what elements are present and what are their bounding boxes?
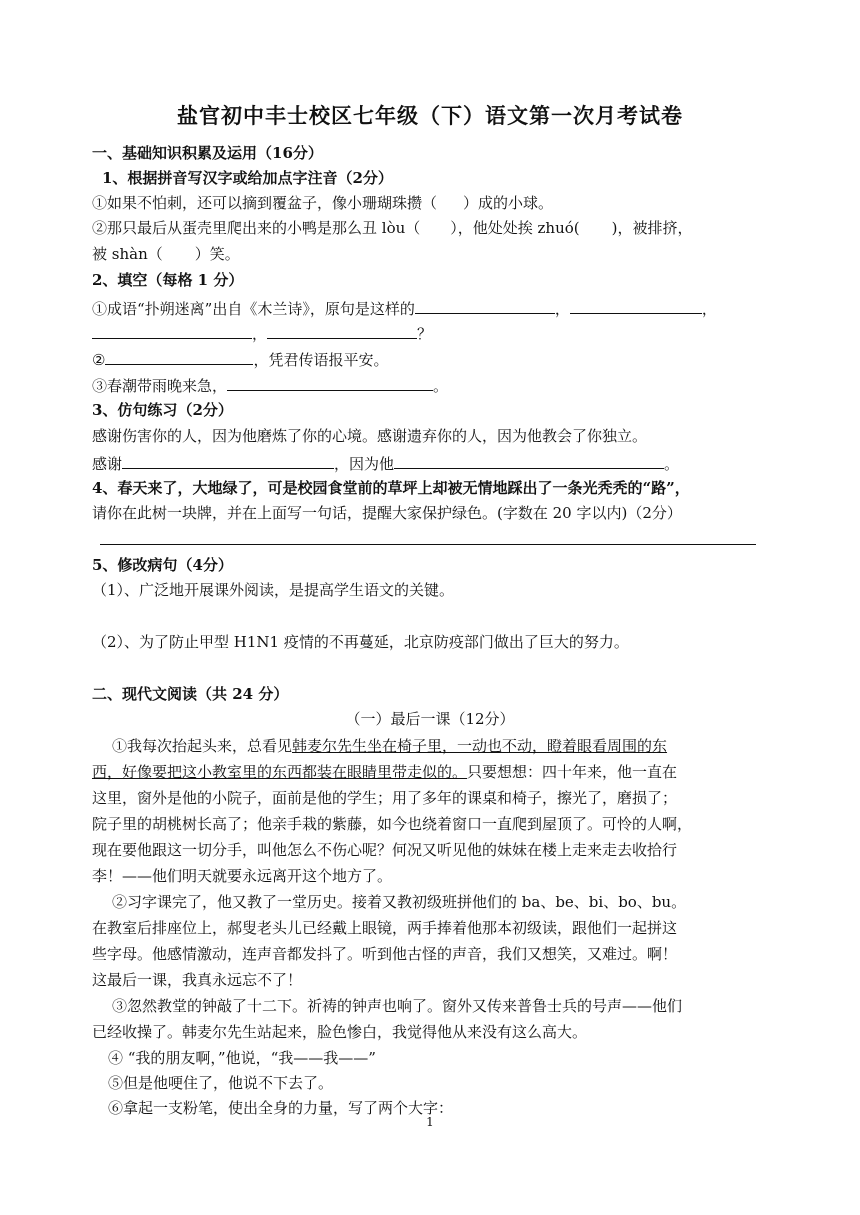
- q2-blank-3[interactable]: [92, 322, 252, 339]
- q2-item1-line2: [92, 322, 432, 344]
- q1-item2-post: )，被排挤，: [611, 219, 693, 237]
- passage-p1-line4: 院子里的胡桃树长高了；他亲手栽的紫藤，如今也绕着窗口一直爬到屋顶了。可怜的人啊，: [92, 815, 693, 833]
- exam-title: 盐官初中丰士校区七年级（下）语文第一次月考试卷: [177, 103, 683, 128]
- q3-blank-2[interactable]: [394, 452, 664, 469]
- q1-item1: [92, 193, 553, 213]
- q4-answer-line[interactable]: [100, 544, 756, 545]
- q1-item1-post: ）成的小球。: [463, 194, 554, 212]
- passage-p1-line1: [112, 736, 667, 756]
- q4-line1: 4、春天来了，大地绿了，可是校园食堂前的草坪上却被无情地踩出了一条光秃秃的“路”，: [92, 479, 690, 497]
- passage-p1-underlined-1: 韩麦尔先生坐在椅子里，一动也不动，瞪着眼看周围的东: [292, 737, 668, 755]
- q2-item3: [92, 374, 448, 396]
- q2-item2-post: ，凭君传语报平安。: [253, 351, 389, 369]
- q2-blank-4[interactable]: [267, 322, 417, 339]
- q3-fill: [92, 452, 679, 474]
- q1-item2: [92, 218, 693, 238]
- q5-label: 5、修改病句（4分）: [92, 556, 233, 574]
- q2-label: 2、填空（每格 1 分）: [92, 271, 244, 289]
- q2-item1-end: ，: [701, 300, 717, 318]
- q1-item1-pre: ①如果不怕刺，还可以摘到覆盆子，像小珊瑚珠攒（: [92, 194, 438, 212]
- q2-item2-pre: ②: [92, 351, 106, 369]
- q1-item2-pre: ②那只最后从蛋壳里爬出来的小鸭是那么丑 lòu（: [92, 219, 421, 237]
- q2-item1-line2-sep: ，: [252, 325, 268, 343]
- q4-line2: 请你在此树一块牌，并在上面写一句话，提醒大家保护绿色。(字数在 20 字以内)（2分）: [92, 504, 682, 522]
- passage-p5: ⑤但是他哽住了，他说不下去了。: [108, 1074, 334, 1092]
- q2-item3-pre: ③春潮带雨晚来急，: [92, 377, 228, 395]
- q3-example: 感谢伤害你的人，因为他磨炼了你的心境。感谢遗弃你的人，因为他教会了你独立。: [92, 427, 648, 445]
- reading-subheading: （一）最后一课（12分）: [345, 710, 515, 728]
- q2-blank-6[interactable]: [227, 374, 433, 391]
- passage-p1-line2-text: 只要想想：四十年来，他一直在: [467, 763, 678, 781]
- section1-heading: 一、基础知识积累及运用（16分）: [92, 144, 323, 162]
- q1-item2-line2: [92, 244, 240, 264]
- passage-p1-line6: 李！——他们明天就要永远离开这个地方了。: [92, 867, 393, 885]
- q1-item2-mid: ），他处处挨 zhuó(: [450, 219, 580, 237]
- passage-p2-line1: ②习字课完了，他又教了一堂历史。接着又教初级班拼他们的 ba、be、bi、bo、bu。: [112, 893, 687, 911]
- q1-label: 1、根据拼音写汉字或给加点字注音（2分）: [102, 169, 393, 187]
- q3-fill-mid: ，因为他: [334, 455, 395, 473]
- q2-item3-post: 。: [433, 377, 449, 395]
- q1-item2-line2-post: ）笑。: [194, 245, 240, 263]
- passage-p2-line4: 这最后一课，我真永远忘不了！: [92, 971, 303, 989]
- q2-item1: [92, 297, 717, 319]
- q1-item2-line2-pre: 被 shàn（: [92, 245, 163, 263]
- passage-p2-line3: 些字母。他感情激动，连声音都发抖了。听到他古怪的声音，我们又想笑，又难过。啊！: [92, 945, 678, 963]
- q2-item1-text: ①成语“扑朔迷离”出自《木兰诗》，原句是这样的: [92, 300, 415, 318]
- passage-p2-line2: 在教室后排座位上，郝叟老头儿已经戴上眼镜，两手捧着他那本初级读，跟他们一起拼这: [92, 919, 678, 937]
- passage-p1-line1-text: ①我每次抬起头来，总看见: [112, 737, 293, 755]
- q2-item1-line2-end: ？: [417, 325, 433, 343]
- passage-p1-underlined-2: 西，好像要把这小教室里的东西都装在眼睛里带走似的。: [92, 763, 468, 781]
- passage-p6: ⑥拿起一支粉笔，使出全身的力量，写了两个大字：: [108, 1099, 454, 1117]
- passage-p4: ④ “我的朋友啊，”他说，“我——我——”: [108, 1049, 376, 1067]
- q5-item2: （2）、为了防止甲型 H1N1 疫情的不再蔓延，北京防疫部门做出了巨大的努力。: [92, 633, 629, 651]
- q3-fill-end: 。: [664, 455, 680, 473]
- q5-item1: （1）、广泛地开展课外阅读，是提高学生语文的关键。: [92, 581, 455, 599]
- passage-p1-line3: 这里，窗外是他的小院子，面前是他的学生；用了多年的课桌和椅子，擦光了，磨损了；: [92, 789, 678, 807]
- passage-p3-line2: 已经收操了。韩麦尔先生站起来，脸色惨白，我觉得他从来没有这么高大。: [92, 1023, 588, 1041]
- page-number: 1: [426, 1115, 434, 1129]
- q2-blank-5[interactable]: [105, 348, 253, 365]
- section2-heading: 二、现代文阅读（共 24 分）: [92, 685, 289, 703]
- passage-p1-line2: [92, 762, 677, 782]
- q3-blank-1[interactable]: [122, 452, 334, 469]
- q2-blank-2[interactable]: [570, 297, 702, 314]
- q2-item2: [92, 348, 388, 370]
- passage-p1-line5: 现在要他跟这一切分手，叫他怎么不伤心呢？何况又听见他的妹妹在楼上走来走去收拾行: [92, 841, 678, 859]
- q2-blank-1[interactable]: [415, 297, 555, 314]
- q2-item1-sep: ，: [554, 300, 570, 318]
- q3-fill-pre: 感谢: [92, 455, 123, 473]
- passage-p3-line1: ③忽然教堂的钟敲了十二下。祈祷的钟声也响了。窗外又传来普鲁士兵的号声——他们: [112, 997, 683, 1015]
- q3-label: 3、仿句练习（2分）: [92, 401, 233, 419]
